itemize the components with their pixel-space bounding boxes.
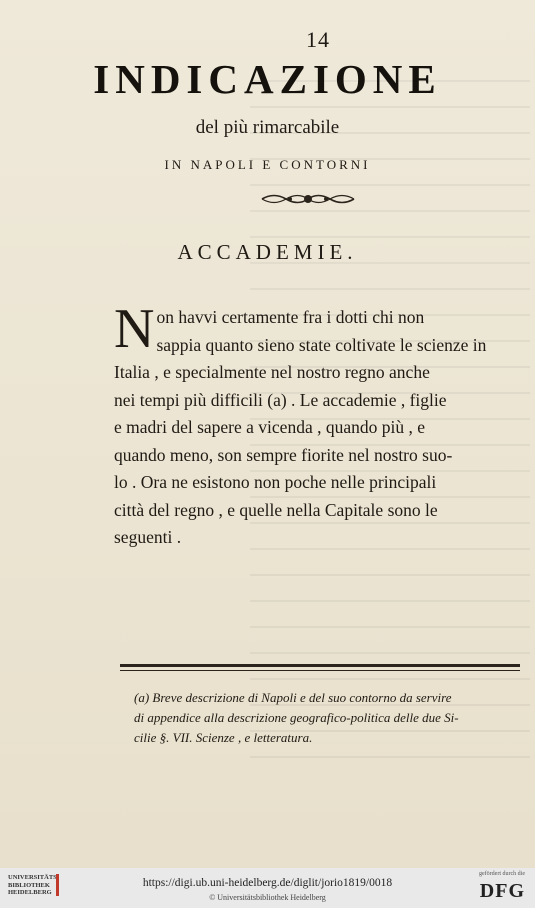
footnote-rule: [120, 664, 520, 667]
footnote: [134, 688, 524, 748]
footnote-rule-thin: [120, 670, 520, 671]
body-line: lo . Ora ne esistono non poche nelle principali: [114, 472, 437, 492]
dfg-logo[interactable]: DFG: [479, 880, 525, 902]
funded-by-label: gefördert durch die: [479, 871, 525, 877]
body-line: nei tempi più difficili (a) . Le accademie , figlie: [114, 389, 447, 410]
permalink-url[interactable]: https://digi.ub.uni-heidelberg.de/diglit/jorio1819/0018: [142, 877, 393, 889]
drop-cap: N: [114, 298, 155, 360]
body-line: sappia quanto sieno state coltivate le scienze in: [156, 334, 487, 355]
body-line: Italia , e specialmente nel nostro regno anche: [114, 362, 430, 382]
logo-line: UNIVERSITÄTS-: [8, 874, 59, 881]
logo-line: HEIDELBERG: [8, 889, 52, 896]
footnote-line: (a) Breve descrizione di Napoli e del suo contorno da servire: [134, 690, 452, 705]
copyright-notice: © Universitätsbibliothek Heidelberg: [209, 893, 326, 902]
body-text: [114, 298, 518, 552]
footnote-line: cilie §. VII. Scienze , e letteratura.: [134, 730, 313, 745]
page-number: 14: [306, 27, 330, 52]
logo-line: BIBLIOTHEK: [8, 881, 50, 889]
page-subtitle: del più rimarcabile: [195, 117, 340, 138]
body-line: seguenti .: [114, 527, 182, 547]
body-line: e madri del sapere a vicenda , quando più , e: [114, 417, 425, 437]
body-line: quando meno, son sempre fiorite nel nostro suo-: [114, 444, 453, 465]
ornament-icon: [260, 190, 356, 208]
body-line: on havvi certamente fra i dotti chi non: [156, 307, 425, 327]
subtitle-caps: IN NAPOLI E CONTORNI: [164, 157, 371, 172]
page-title: INDICAZIONE: [93, 56, 442, 102]
section-heading: ACCADEMIE.: [177, 240, 358, 264]
body-line: città del regno , e quelle nella Capitale sono le: [114, 499, 438, 520]
footnote-line: di appendice alla descrizione geografico-politica delle due Si-: [134, 710, 459, 725]
